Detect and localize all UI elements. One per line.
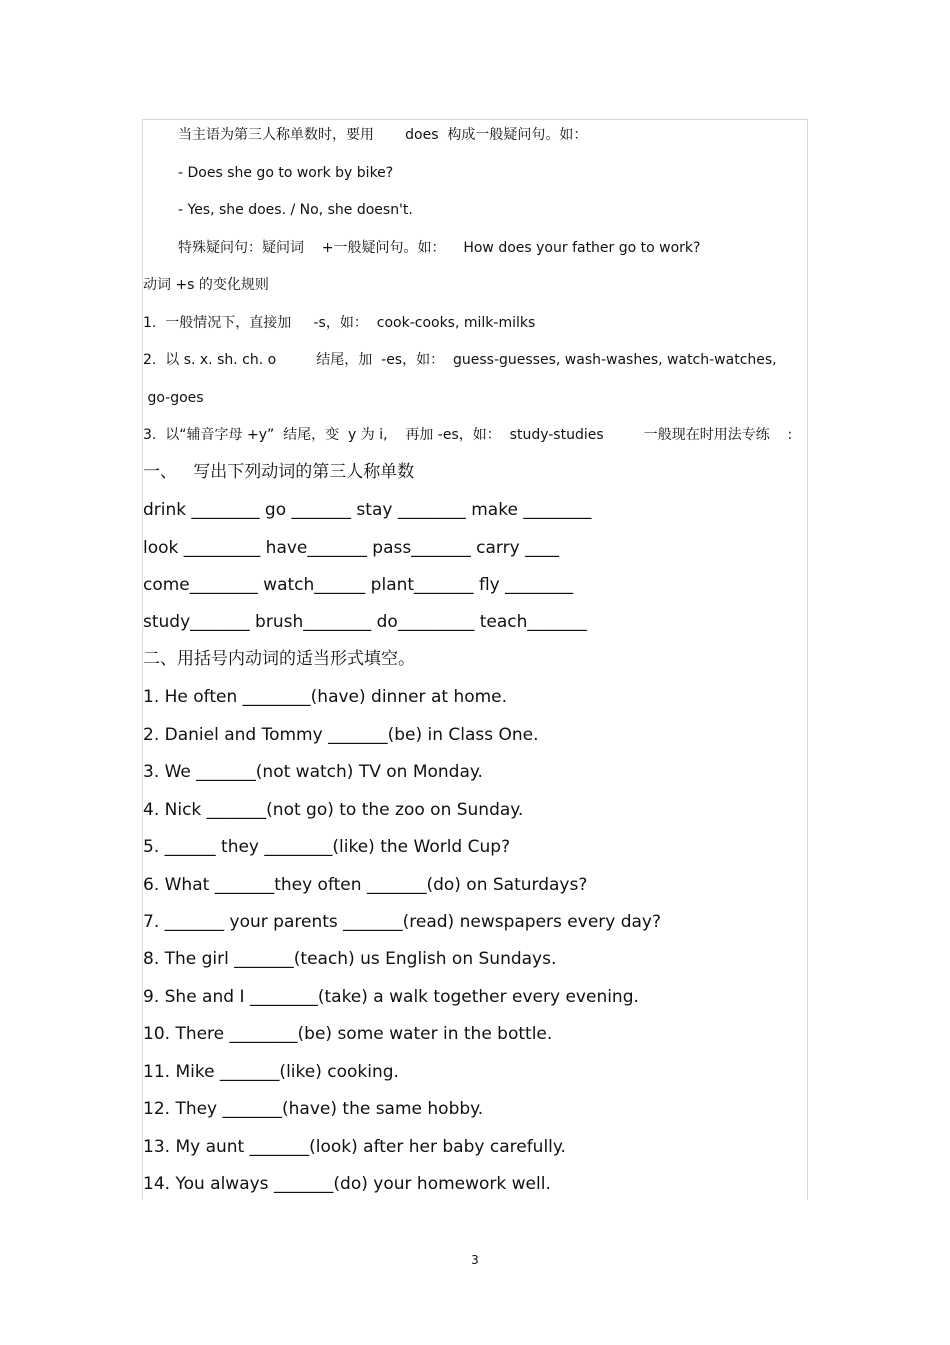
rule-2: 2. 以 s. x. sh. ch. o 结尾，加 -es，如： guess-guesses, wash-washes, watch-watches, — [143, 352, 777, 368]
note-line-1: 当主语为第三人称单数时，要用 does 构成一般疑问句。如： — [178, 127, 588, 143]
exercise-item: 12. They _______(have) the same hobby. — [143, 1099, 484, 1119]
exercise-item: 9. She and I ________(take) a walk together every evening. — [143, 987, 639, 1007]
exercise-item: 7. _______ your parents _______(read) newspapers every day? — [143, 912, 662, 932]
rule-3: 3. 以“辅音字母 +y” 结尾，变 y 为 i, 再加 -es，如： study-studies 一般现在时用法专练 : — [143, 427, 793, 443]
section-2-title: 二、用括号内动词的适当形式填空。 — [143, 649, 415, 669]
rules-heading: 动词 +s 的变化规则 — [143, 277, 269, 293]
verb-row: drink ________ go _______ stay ________ make ________ — [143, 500, 592, 520]
exercise-item: 14. You always _______(do) your homework well. — [143, 1174, 551, 1194]
note-line-4: 特殊疑问句：疑问词 +一般疑问句。如： How does your father go to work? — [178, 240, 701, 256]
exercise-item: 8. The girl _______(teach) us English on Sundays. — [143, 949, 557, 969]
verb-row: come________ watch______ plant_______ fly ________ — [143, 575, 574, 595]
section-1-title: 一、 写出下列动词的第三人称单数 — [143, 462, 415, 482]
page-number: 3 — [471, 1253, 479, 1267]
exercise-item: 1. He often ________(have) dinner at home. — [143, 687, 508, 707]
rule-1: 1. 一般情况下，直接加 -s，如： cook-cooks, milk-milks — [143, 315, 536, 331]
exercise-item: 3. We _______(not watch) TV on Monday. — [143, 762, 483, 782]
exercise-item: 13. My aunt _______(look) after her baby carefully. — [143, 1137, 566, 1157]
exercise-item: 2. Daniel and Tommy _______(be) in Class One. — [143, 725, 539, 745]
verb-row: study_______ brush________ do_________ teach_______ — [143, 612, 587, 632]
exercise-item: 5. ______ they ________(like) the World Cup? — [143, 837, 511, 857]
note-line-2: - Does she go to work by bike? — [178, 165, 394, 181]
exercise-item: 6. What _______they often _______(do) on Saturdays? — [143, 875, 588, 895]
exercise-item: 4. Nick _______(not go) to the zoo on Sunday. — [143, 800, 524, 820]
note-line-3: - Yes, she does. / No, she doesn't. — [178, 202, 413, 218]
rule-2-continued: go-goes — [143, 390, 204, 406]
exercise-item: 11. Mike _______(like) cooking. — [143, 1062, 399, 1082]
verb-row: look _________ have_______ pass_______ carry ____ — [143, 538, 560, 558]
exercise-item: 10. There ________(be) some water in the bottle. — [143, 1024, 553, 1044]
